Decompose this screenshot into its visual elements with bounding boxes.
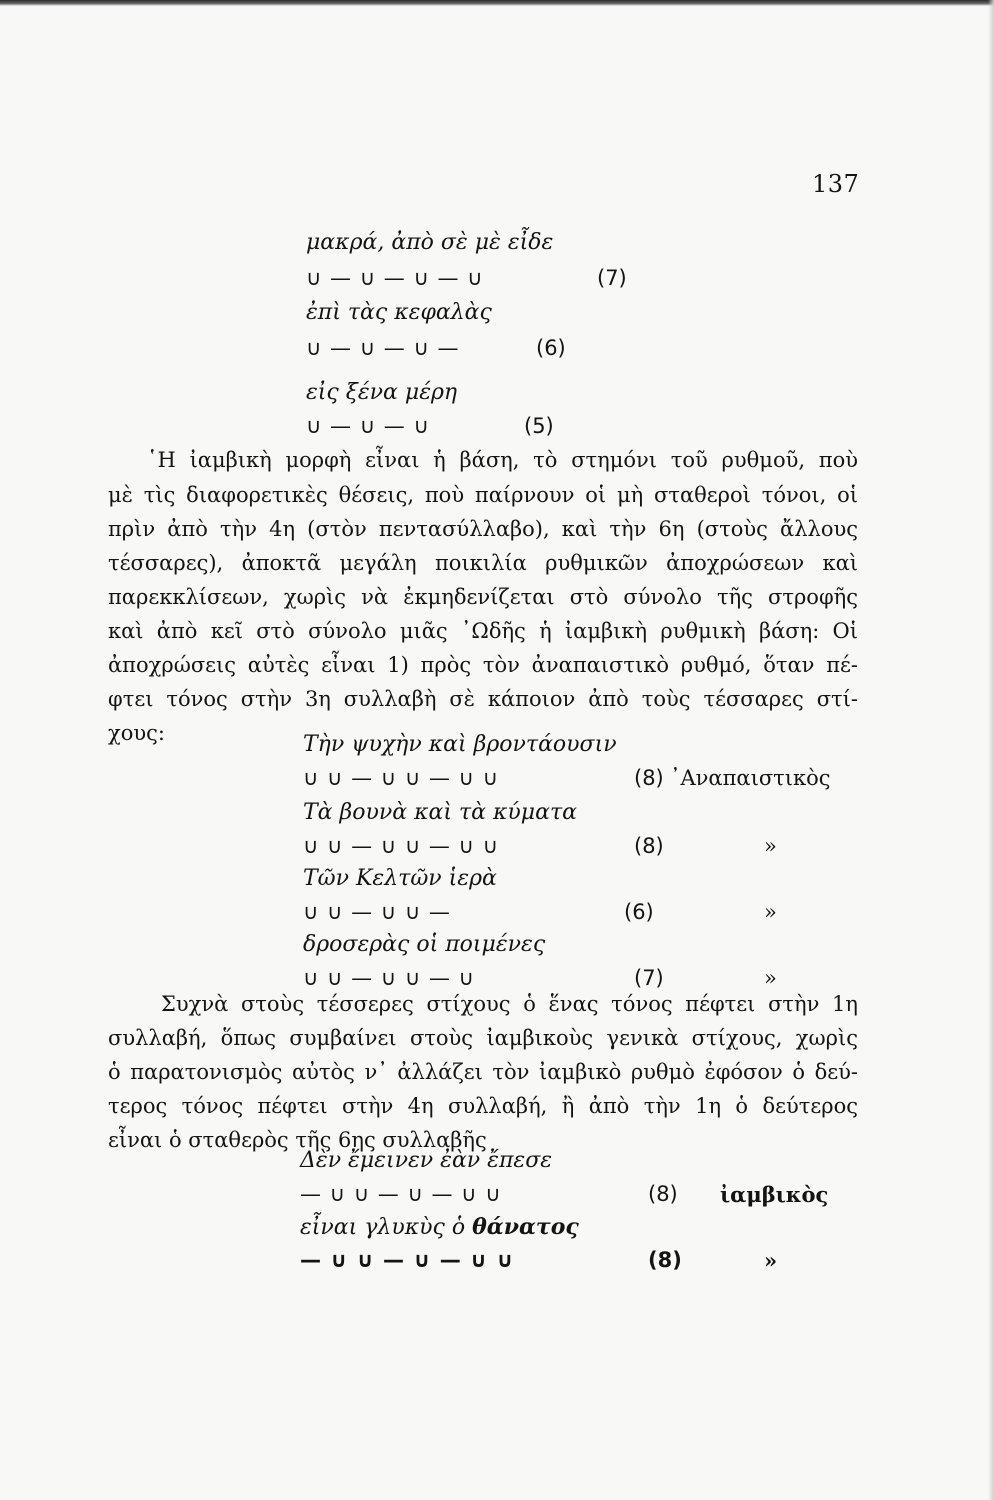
paragraph-line: πρὶν ἀπὸ τὴν 4η (στὸν πεντασύλλαβο), καὶ τὴν 6η (στοὺς ἄλλους [108, 517, 858, 541]
syllable-count: (8) [648, 1182, 678, 1206]
verse-line: Τὰ βουνὰ καὶ τὰ κύματα [303, 800, 577, 825]
syllable-count: (5) [524, 414, 554, 438]
syllable-count: (8) [648, 1248, 682, 1272]
ditto-mark: » [764, 834, 777, 858]
verse-line-bold: θάνατος [472, 1214, 579, 1240]
meter-pattern: ∪ ∪ — ∪ ∪ — ∪ ∪ [303, 834, 499, 858]
paragraph-line: καὶ ἀπὸ κεῖ στὸ σύνολο μιᾶς ᾿Ωδῆς ἡ ἰαμβικὴ ρυθμικὴ βάση: Οἱ [108, 619, 858, 643]
meter-pattern: ∪ — ∪ — ∪ [306, 414, 430, 438]
syllable-count: (8) [634, 766, 664, 790]
meter-label: ἰαμβικὸς [720, 1182, 829, 1207]
verse-line: Τῶν Κελτῶν ἱερὰ [303, 866, 497, 891]
verse-line: εἰς ξένα μέρη [306, 380, 458, 405]
paragraph-line: τερος τόνος πέφτει στὴν 4η συλλαβή, ἢ ἀπὸ τὴν 1η ὁ δεύτερος [108, 1094, 858, 1118]
meter-pattern: — ∪ ∪ — ∪ — ∪ ∪ [300, 1182, 502, 1206]
verse-line-plain: εἶναι γλυκὺς ὁ [300, 1215, 466, 1240]
paragraph-line: χους: [108, 721, 165, 745]
paragraph-line: τέσσαρες), ἀποκτᾶ μεγάλη ποικιλία ρυθμικῶν ἀποχρώσεων καὶ [108, 551, 858, 575]
verse-line: δροσερὰς οἱ ποιμένες [303, 932, 546, 957]
syllable-count: (7) [597, 266, 627, 290]
verse-line [300, 1214, 579, 1240]
paragraph-line: Συχνὰ στοὺς τέσσερες στίχους ὁ ἕνας τόνος πέφτει στὴν 1η [161, 992, 858, 1016]
page-number: 137 [812, 170, 860, 198]
meter-pattern: ∪ ∪ — ∪ ∪ — ∪ ∪ [303, 766, 499, 790]
verse-line: ἐπὶ τὰς κεφαλὰς [306, 300, 492, 325]
ditto-mark: » [764, 900, 777, 924]
syllable-count: (8) [634, 834, 664, 858]
meter-pattern: ∪ — ∪ — ∪ — [306, 336, 460, 360]
meter-pattern: ∪ ∪ — ∪ ∪ — ∪ [303, 966, 475, 990]
meter-label: ᾿Αναπαιστικὸς [670, 766, 831, 790]
scan-edge-top [0, 0, 994, 6]
syllable-count: (6) [624, 900, 654, 924]
meter-pattern: ∪ ∪ — ∪ ∪ — [303, 900, 451, 924]
paragraph-line: μὲ τὶς διαφορετικὲς θέσεις, ποὺ παίρνουν οἱ μὴ σταθεροὶ τόνοι, οἱ [108, 483, 858, 507]
paragraph-line: ἀποχρώσεις αὐτὲς εἶναι 1) πρὸς τὸν ἀναπαιστικὸ ρυθμό, ὅταν πέ- [108, 653, 858, 677]
ditto-mark: » [764, 1248, 778, 1273]
paragraph-line: παρεκκλίσεων, χωρὶς νὰ ἐκμηδενίζεται στὸ σύνολο τῆς στροφῆς [108, 585, 858, 609]
syllable-count: (6) [536, 336, 566, 360]
paragraph-line: εἶναι ὁ σταθερὸς τῆς 6ης συλλαβῆς [108, 1128, 487, 1152]
verse-line: Δὲν ἔμεινεν ἐὰν ἔπεσε [300, 1148, 553, 1173]
paragraph-line: ῾Η ἰαμβικὴ μορφὴ εἶναι ἡ βάση, τὸ στημόνι τοῦ ρυθμοῦ, ποὺ [147, 448, 858, 472]
paragraph-line: φτει τόνος στὴν 3η συλλαβὴ σὲ κάποιον ἀπὸ τοὺς τέσσαρες στί- [108, 687, 858, 711]
verse-line: Τὴν ψυχὴν καὶ βροντάουσιν [303, 732, 617, 757]
scan-edge-right [988, 0, 994, 1500]
verse-line: μακρά, ἀπὸ σὲ μὲ εἶδε [306, 230, 554, 255]
syllable-count: (7) [634, 966, 664, 990]
paragraph-line: ὁ παρατονισμὸς αὐτὸς ν᾿ ἀλλάζει τὸν ἰαμβικὸ ρυθμὸ ἐφόσον ὁ δεύ- [108, 1060, 858, 1084]
paragraph-line: συλλαβή, ὅπως συμβαίνει στοὺς ἰαμβικοὺς γενικὰ στίχους, χωρὶς [108, 1026, 858, 1050]
meter-pattern: — ∪ ∪ — ∪ — ∪ ∪ [300, 1248, 515, 1272]
ditto-mark: » [764, 966, 777, 990]
meter-pattern: ∪ — ∪ — ∪ — ∪ [306, 266, 484, 290]
